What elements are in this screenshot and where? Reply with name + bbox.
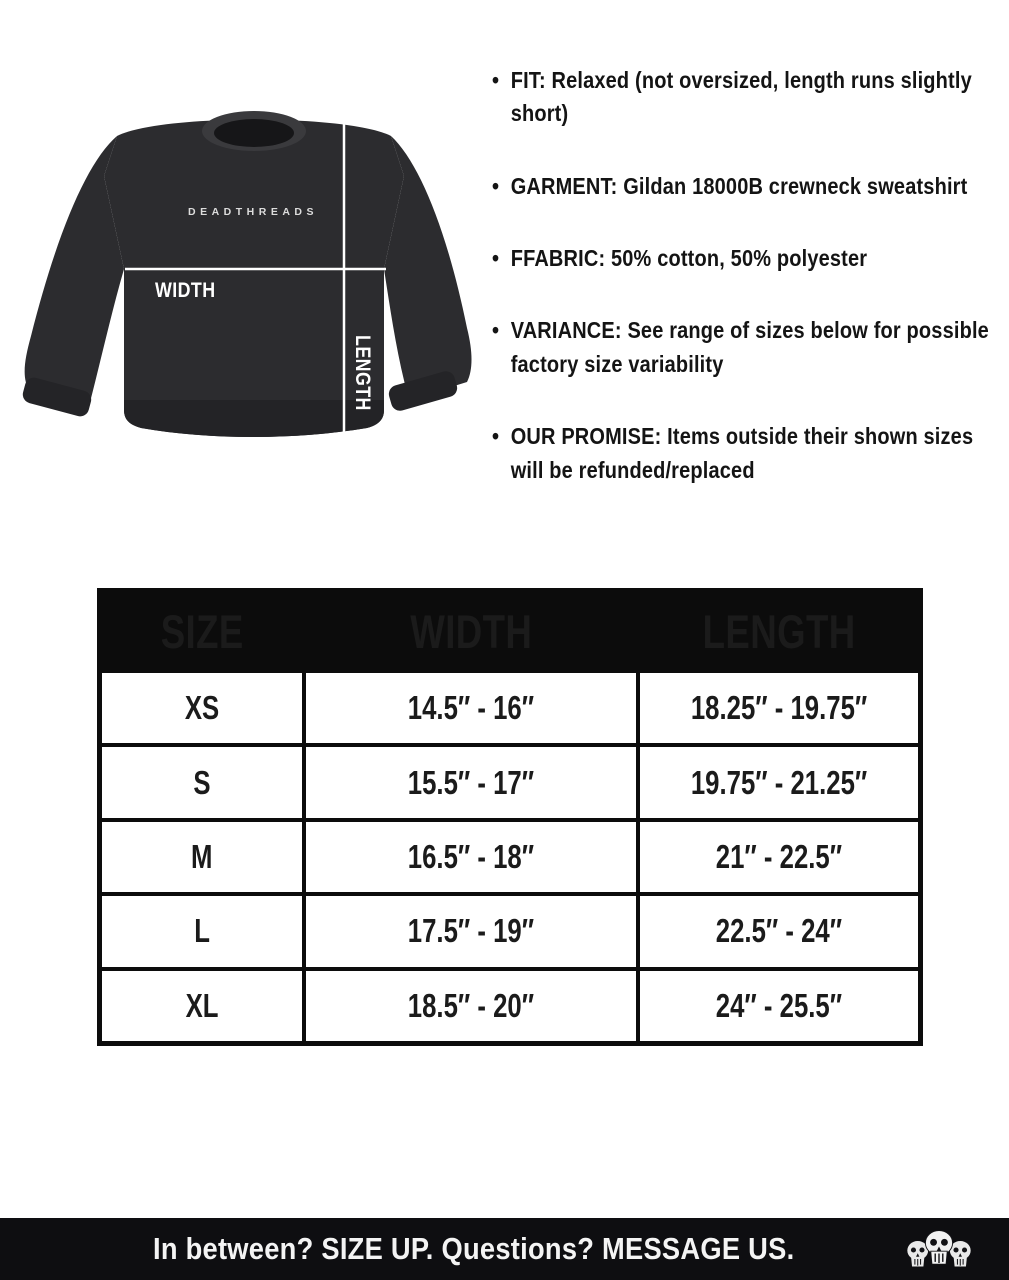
cell-width: 14.5″ - 16″ xyxy=(306,673,636,743)
sweatshirt-graphic xyxy=(21,111,472,437)
skulls-logo-icon xyxy=(901,1224,977,1276)
header-cell-size: SIZE xyxy=(102,593,302,669)
spec-item-promise: • OUR PROMISE: Items outside their shown sizes will be refunded/replaced xyxy=(492,420,1009,487)
cell-length: 18.25″ - 19.75″ xyxy=(640,673,918,743)
cell-size: XS xyxy=(102,673,302,743)
cell-width: 15.5″ - 17″ xyxy=(306,747,636,817)
spec-item-variance: • VARIANCE: See range of sizes below for possible factory size variability xyxy=(492,314,1009,381)
spec-item-fit: • FIT: Relaxed (not oversized, length runs slightly short) xyxy=(492,64,1009,131)
size-table xyxy=(97,588,923,1046)
header-cell-width: WIDTH xyxy=(306,593,636,669)
cell-length: 19.75″ - 21.25″ xyxy=(640,747,918,817)
width-label: WIDTH xyxy=(155,278,216,303)
cell-width: 16.5″ - 18″ xyxy=(306,822,636,892)
cell-size: XL xyxy=(102,971,302,1041)
footer-bar xyxy=(0,1218,1009,1280)
cell-size: L xyxy=(102,896,302,966)
spec-list xyxy=(492,64,1009,526)
footer-message: In between? SIZE UP. Questions? MESSAGE US. xyxy=(152,1231,795,1266)
cell-width: 17.5″ - 19″ xyxy=(306,896,636,966)
spec-item-garment: • GARMENT: Gildan 18000B crewneck sweatshirt xyxy=(492,170,1009,203)
cell-length: 21″ - 22.5″ xyxy=(640,822,918,892)
cell-size: M xyxy=(102,822,302,892)
header-cell-length: LENGTH xyxy=(640,593,918,669)
cell-size: S xyxy=(102,747,302,817)
length-label: LENGTH xyxy=(350,335,375,411)
sweatshirt-diagram xyxy=(5,78,475,478)
cell-width: 18.5″ - 20″ xyxy=(306,971,636,1041)
cell-length: 22.5″ - 24″ xyxy=(640,896,918,966)
spec-item-fabric: • FFABRIC: 50% cotton, 50% polyester xyxy=(492,242,1009,275)
cell-length: 24″ - 25.5″ xyxy=(640,971,918,1041)
brand-text: DEADTHREADS xyxy=(187,206,319,218)
